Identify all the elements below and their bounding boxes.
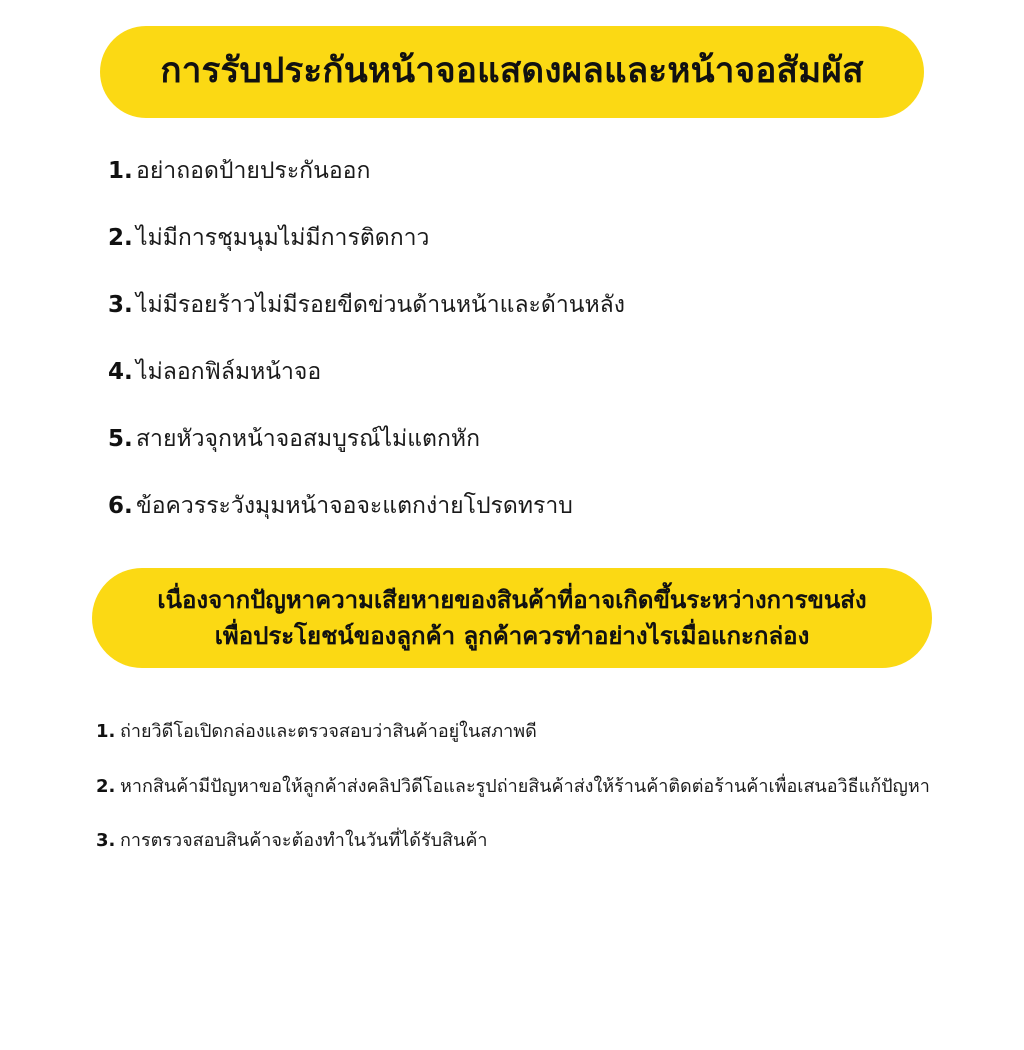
list-item-number: 3. — [96, 829, 116, 851]
list-item-number: 2. — [108, 225, 133, 252]
list-item-text: สายหัวจุกหน้าจอสมบูรณ์ไม่แตกหัก — [136, 426, 480, 453]
header-banner — [100, 26, 924, 118]
list-item-number: 3. — [108, 292, 133, 319]
list-item-text: ไม่มีรอยร้าวไม่มีรอยขีดข่วนด้านหน้าและด้านหลัง — [136, 292, 625, 319]
page-title: การรับประกันหน้าจอแสดงผลและหน้าจอสัมผัส — [160, 51, 864, 92]
list-item-text: ไม่มีการชุมนุมไม่มีการติดกาว — [136, 225, 430, 252]
list-item — [0, 156, 1024, 187]
list-item — [0, 223, 1024, 254]
warranty-list — [0, 118, 1024, 522]
notice-banner-line-2: เพื่อประโยชน์ของลูกค้า ลูกค้าควรทำอย่างไรเมื่อแกะกล่อง — [214, 622, 810, 651]
list-item-number: 1. — [96, 721, 116, 743]
list-item-number: 2. — [96, 775, 116, 797]
list-item — [0, 357, 1024, 388]
list-item — [0, 290, 1024, 321]
instruction-list — [0, 668, 1024, 853]
list-item — [0, 720, 1024, 744]
list-item-text: การตรวจสอบสินค้าจะต้องทำในวันที่ได้รับสินค้า — [120, 829, 488, 851]
notice-banner — [92, 568, 932, 668]
list-item — [0, 424, 1024, 455]
list-item-text: หากสินค้ามีปัญหาขอให้ลูกค้าส่งคลิปวิดีโอและรูปถ่ายสินค้าส่งให้ร้านค้าติดต่อร้านค้าเพื่อเสนอวิธีแก้ปัญหา — [120, 775, 930, 797]
infographic-page — [0, 26, 1024, 1050]
list-item-number: 1. — [108, 158, 133, 184]
list-item — [0, 829, 1024, 853]
list-item — [0, 491, 1024, 522]
list-item — [0, 775, 1024, 799]
list-item-number: 4. — [108, 359, 133, 386]
notice-banner-line-1: เนื่องจากปัญหาความเสียหายของสินค้าที่อาจเกิดขึ้นระหว่างการขนส่ง — [157, 586, 867, 615]
list-item-text: ถ่ายวิดีโอเปิดกล่องและตรวจสอบว่าสินค้าอยู่ในสภาพดี — [120, 721, 537, 743]
list-item-number: 6. — [108, 493, 133, 520]
list-item-number: 5. — [108, 426, 133, 453]
list-item-text: ไม่ลอกฟิล์มหน้าจอ — [136, 359, 322, 386]
list-item-text: อย่าถอดป้ายประกันออก — [136, 158, 371, 184]
list-item-text: ข้อควรระวังมุมหน้าจอจะแตกง่ายโปรดทราบ — [136, 493, 573, 520]
